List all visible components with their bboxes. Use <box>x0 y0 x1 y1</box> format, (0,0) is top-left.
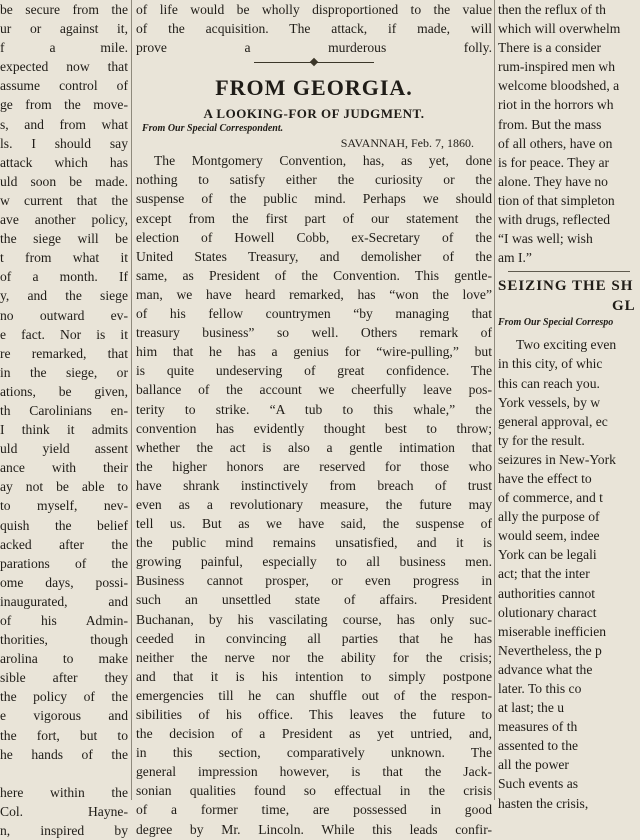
text-line: which will overwhelm <box>498 21 621 37</box>
text-line: inaugurated, and <box>0 593 128 609</box>
text-line: treasury business” so well. Others remark of <box>136 325 492 341</box>
text-line: have shrank instinctively from breach of trust <box>136 477 492 493</box>
section-ornament <box>136 59 492 67</box>
text-line: to myself, nev- <box>0 498 128 514</box>
text-line: authorities cannot <box>498 585 596 601</box>
article-dateline: SAVANNAH, Feb. 7, 1860. <box>340 136 474 151</box>
text-line: th Carolinians en- <box>0 402 128 418</box>
text-line: prove a murderous folly. <box>136 40 492 56</box>
text-line: w current that the <box>0 192 128 208</box>
right-column <box>498 0 640 811</box>
text-line: ballance of the account we cheerfully leave pos- <box>136 382 492 398</box>
text-line: sible after they <box>0 670 128 686</box>
text-line: ty for the result. <box>498 432 585 448</box>
text-line: have the effect to <box>498 470 592 486</box>
text-line: advance what the <box>498 661 593 677</box>
text-line: e vigorous and <box>0 708 128 724</box>
text-line: United States Treasury, and demolisher of the <box>136 248 492 264</box>
text-line: attack which has <box>0 154 128 170</box>
text-line: expected now that <box>0 59 128 75</box>
text-line: be secure from the <box>0 2 128 17</box>
text-line: is quite undeserving of great confidence. The <box>136 363 492 379</box>
text-line: Two exciting even <box>516 337 617 353</box>
text-line: in the siege, or <box>0 364 128 380</box>
text-line: general impression however, is that the Jack- <box>136 764 492 780</box>
text-line: and that it is his intention to simply postpone <box>136 668 492 684</box>
text-line: this can reach you. <box>498 375 600 391</box>
text-line: There is a consider <box>498 40 602 56</box>
text-line: arolina to make <box>0 651 128 667</box>
text-line: of his Admin- <box>0 613 128 628</box>
text-line: am I.” <box>498 250 532 266</box>
text-line: sonian qualities found so effectual in the crisis <box>136 783 492 799</box>
text-line: York vessels, by w <box>498 394 601 410</box>
text-line: at last; the u <box>498 700 565 716</box>
text-line: assume control of <box>0 78 128 94</box>
text-line: man, we have heard remarked, has “won the love” <box>136 286 492 302</box>
text-line: y, and the siege <box>0 288 128 304</box>
text-line: in this city, of whic <box>498 356 603 372</box>
text-line: of a former time, are possessed in good <box>136 802 492 818</box>
middle-column <box>136 0 492 837</box>
text-line: general approval, ec <box>498 413 608 429</box>
text-line: parations of the <box>0 555 128 571</box>
text-line: of commerce, and t <box>498 490 603 506</box>
text-line: is for peace. They ar <box>498 154 610 170</box>
text-line: e fact. Nor is it <box>0 326 128 342</box>
text-line: then the reflux of th <box>498 2 606 17</box>
text-line: the decision of a President as yet untried, and, <box>136 726 492 742</box>
text-line: miserable inefficien <box>498 623 607 639</box>
text-line: hasten the crisis, <box>498 795 589 811</box>
article-subheadline: A LOOKING-FOR OF JUDGMENT. <box>203 106 425 122</box>
text-line: The Montgomery Convention, has, as yet, done <box>154 153 492 169</box>
text-line: uld soon be made. <box>0 173 128 189</box>
text-line: convention has evidently thought best to throw; <box>136 420 492 436</box>
text-line: ance with their <box>0 460 128 476</box>
text-line: the higher honors are reserved for those who <box>136 458 492 474</box>
text-line: act; that the inter <box>498 566 590 582</box>
text-line: f a mile. <box>0 40 128 56</box>
text-line: measures of th <box>498 719 578 735</box>
text-line: ally the purpose of <box>498 509 600 525</box>
column-rule-right <box>494 0 495 800</box>
text-line: ge from the move- <box>0 97 128 113</box>
text-line: s, and from what <box>0 116 128 132</box>
text-line: rum-inspired men wh <box>498 59 616 75</box>
text-line: the siege will be <box>0 231 128 247</box>
text-line: election of Howell Cobb, ex-Secretary of the <box>136 229 492 245</box>
text-line: quish the belief <box>0 517 128 533</box>
text-line: later. To this co <box>498 681 582 696</box>
text-line: would seem, indee <box>498 528 600 544</box>
text-line: seizures in New-York <box>498 451 616 467</box>
text-line: riot in the horrors wh <box>498 97 614 113</box>
text-line: emergencies till he can shuffle out of the respon- <box>136 687 492 703</box>
article-headline: FROM GEORGIA. <box>215 75 413 101</box>
text-line: York can be legali <box>498 547 597 563</box>
text-line: terity to strike. “A tub to this whale,” the <box>136 401 492 417</box>
text-line: ceeded in convincing all parties that he has <box>136 630 492 646</box>
text-line: Such events as <box>498 776 579 792</box>
text-line: him that he has a genius for “wire-pulling,” but <box>136 344 492 360</box>
text-line: t from what it <box>0 250 128 266</box>
text-line: from. But the mass <box>498 116 602 132</box>
preceding-article-text <box>136 0 492 57</box>
right-headline: SEIZING THE SH <box>498 278 634 295</box>
text-line: no outward ev- <box>0 307 128 323</box>
article-credit: From Our Special Correspondent. <box>142 123 284 135</box>
text-line: uld yield assent <box>0 441 128 457</box>
text-line: here within the <box>0 784 128 800</box>
text-line: ations, be given, <box>0 383 128 399</box>
text-line: with drugs, reflected <box>498 212 611 228</box>
text-line: Col. Hayne- <box>0 803 128 819</box>
text-line: all the power <box>498 757 569 773</box>
text-line: n, inspired by <box>0 823 128 839</box>
text-line: re remarked, that <box>0 345 128 361</box>
text-line: acked after the <box>0 536 128 552</box>
text-line: the public mind remains unsatisfied, and it is <box>136 535 492 551</box>
text-line: nothing to satisfy either the curiosity or the <box>136 172 492 188</box>
text-line: thorities, though <box>0 632 128 648</box>
text-line: of a month. If <box>0 269 128 285</box>
text-line: sibilities of his office. This leaves the future to <box>136 707 492 722</box>
right-headline-continued: GL <box>612 298 636 315</box>
text-line: tell us. But as we have said, the suspense of <box>136 516 492 532</box>
text-line: ls. I should say <box>0 135 128 151</box>
text-line: of his fellow countrymen “by managing that <box>136 306 492 322</box>
text-line: “I was well; wish <box>498 231 593 247</box>
text-line: ave another policy, <box>0 212 128 228</box>
text-line: of the acquisition. The attack, if made, will <box>136 21 492 37</box>
text-line: alone. They have no <box>498 173 608 189</box>
column-rule-left <box>131 0 132 800</box>
article-body <box>136 151 492 838</box>
text-line: tion of that simpleton <box>498 192 615 208</box>
text-line: ome days, possi- <box>0 574 128 590</box>
text-line: Nevertheless, the p <box>498 642 602 658</box>
text-line: assented to the <box>498 738 579 754</box>
text-line: he hands of the <box>0 746 128 762</box>
text-line: growing painful, especially to all business men. <box>136 554 492 570</box>
right-article-body <box>498 335 640 812</box>
text-line: except from the first part of our statement the <box>136 210 492 226</box>
text-line: degree by Mr. Lincoln. While this leads confir- <box>136 821 492 837</box>
text-line: ur or against it, <box>0 21 128 37</box>
left-column <box>0 0 128 839</box>
right-column-divider <box>508 271 630 272</box>
text-line: suspense of the public mind. Perhaps we should <box>136 191 492 207</box>
text-line: same, as President of the Convention. This gentle- <box>136 267 492 283</box>
text-line: olutionary charact <box>498 604 597 620</box>
text-line: even as a revolutionary measure, the future may <box>136 496 492 512</box>
right-preceding-text <box>498 0 640 267</box>
left-column-text <box>0 0 128 840</box>
text-line: welcome bloodshed, a <box>498 78 620 94</box>
right-credit: From Our Special Correspo <box>498 317 614 329</box>
text-line: the policy of the <box>0 689 128 705</box>
text-line: ay not be able to <box>0 479 128 495</box>
text-line: I think it admits <box>0 422 128 438</box>
text-line: Buchanan, by his vascilating course, has only suc- <box>136 611 492 627</box>
text-line: in this section, comparatively unknown. The <box>136 745 492 761</box>
text-line: the fort, but to <box>0 727 128 743</box>
text-line: such an unsettled state of affairs. President <box>136 592 492 608</box>
text-line: neither the nerve nor the ability for the crisis; <box>136 649 492 665</box>
text-line: whether the act is also a gentle intimation that <box>136 439 492 455</box>
text-line <box>0 764 128 783</box>
text-line: Business cannot prosper, or even progress in <box>136 573 492 589</box>
text-line: of all others, have on <box>498 135 613 151</box>
text-line: of life would be wholly disproportioned to the value <box>136 2 492 17</box>
